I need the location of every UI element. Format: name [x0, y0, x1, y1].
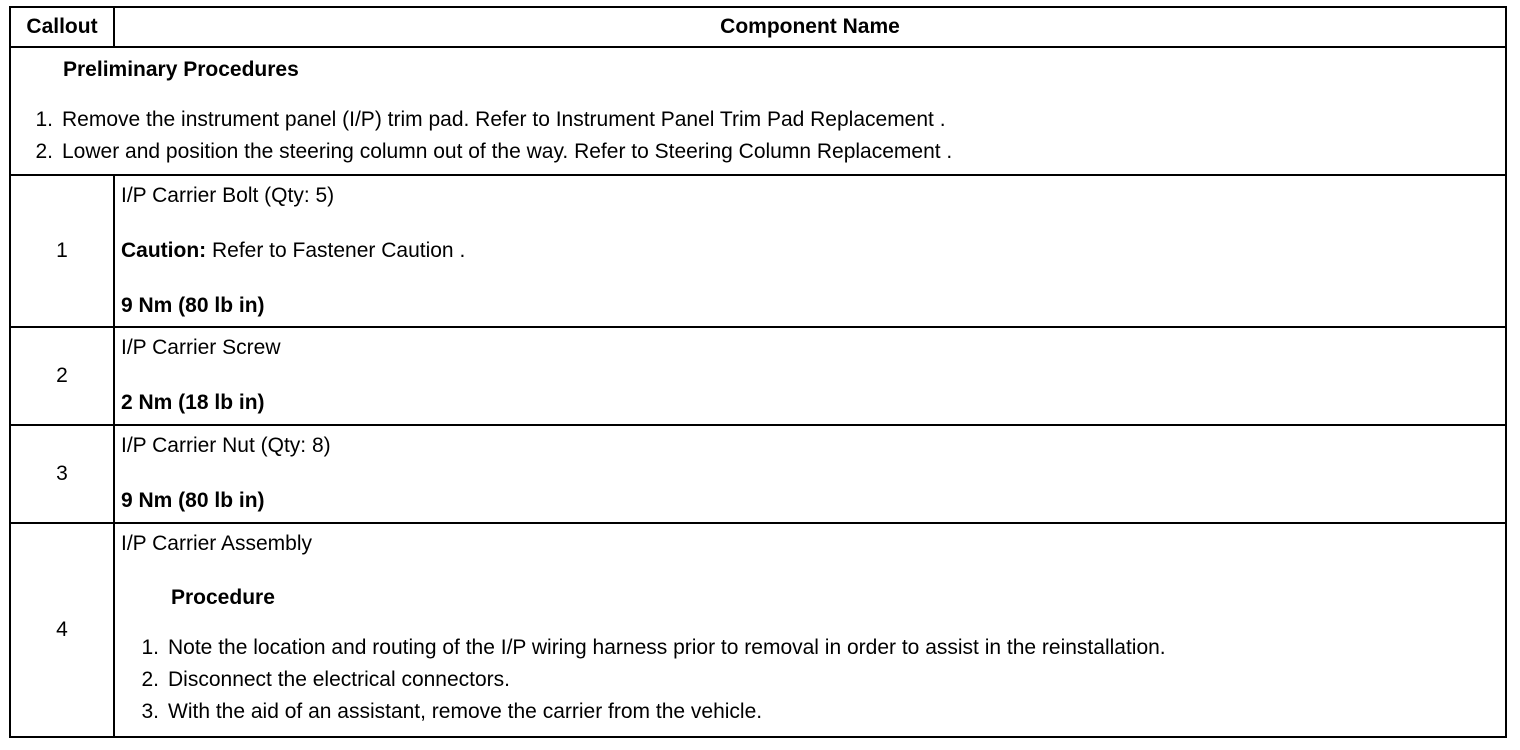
torque-spec: 9 Nm (80 lb in)	[121, 489, 265, 512]
table-row	[10, 523, 1506, 737]
list-item	[19, 136, 1505, 168]
step-number: 2.	[35, 140, 53, 163]
component-name-column-header: Component Name	[114, 7, 1506, 47]
step-text: Disconnect the electrical connectors.	[168, 668, 510, 691]
component-cell	[114, 425, 1506, 523]
preliminary-heading: Preliminary Procedures	[63, 58, 299, 81]
procedure-table	[9, 6, 1507, 738]
table-row	[10, 425, 1506, 523]
list-item	[121, 632, 1505, 664]
callout-number: 4	[10, 523, 114, 737]
step-number: 1.	[35, 108, 53, 131]
component-name: I/P Carrier Nut (Qty: 8)	[121, 434, 331, 457]
step-text: Remove the instrument panel (I/P) trim pad. Refer to Instrument Panel Trim Pad Replacement .	[62, 108, 946, 131]
component-cell	[114, 175, 1506, 327]
step-number: 3.	[141, 700, 159, 723]
torque-spec: 9 Nm (80 lb in)	[121, 294, 265, 317]
table-header-row	[10, 7, 1506, 47]
component-cell	[114, 523, 1506, 737]
callout-column-header: Callout	[10, 7, 114, 47]
callout-number: 3	[10, 425, 114, 523]
step-number: 2.	[141, 668, 159, 691]
torque-spec: 2 Nm (18 lb in)	[121, 391, 265, 414]
preliminary-cell	[10, 47, 1506, 175]
step-number: 1.	[141, 636, 159, 659]
list-item	[19, 104, 1505, 136]
procedure-steps	[121, 632, 1505, 728]
step-text: Note the location and routing of the I/P wiring harness prior to removal in order to assist in the reinstallation.	[168, 636, 1166, 659]
preliminary-steps	[19, 104, 1505, 168]
callout-number: 2	[10, 327, 114, 425]
caution-note	[121, 239, 1505, 263]
table-row	[10, 175, 1506, 327]
component-name: I/P Carrier Assembly	[121, 532, 312, 555]
table-row	[10, 327, 1506, 425]
caution-text: Refer to Fastener Caution .	[206, 239, 466, 262]
step-text: With the aid of an assistant, remove the carrier from the vehicle.	[168, 700, 763, 723]
callout-number: 1	[10, 175, 114, 327]
component-name: I/P Carrier Bolt (Qty: 5)	[121, 184, 335, 207]
list-item	[121, 664, 1505, 696]
procedure-heading: Procedure	[171, 586, 275, 609]
component-cell	[114, 327, 1506, 425]
step-text: Lower and position the steering column out of the way. Refer to Steering Column Replacement .	[62, 140, 953, 163]
preliminary-row	[10, 47, 1506, 175]
component-name: I/P Carrier Screw	[121, 336, 281, 359]
list-item	[121, 696, 1505, 728]
caution-label: Caution:	[121, 239, 207, 262]
